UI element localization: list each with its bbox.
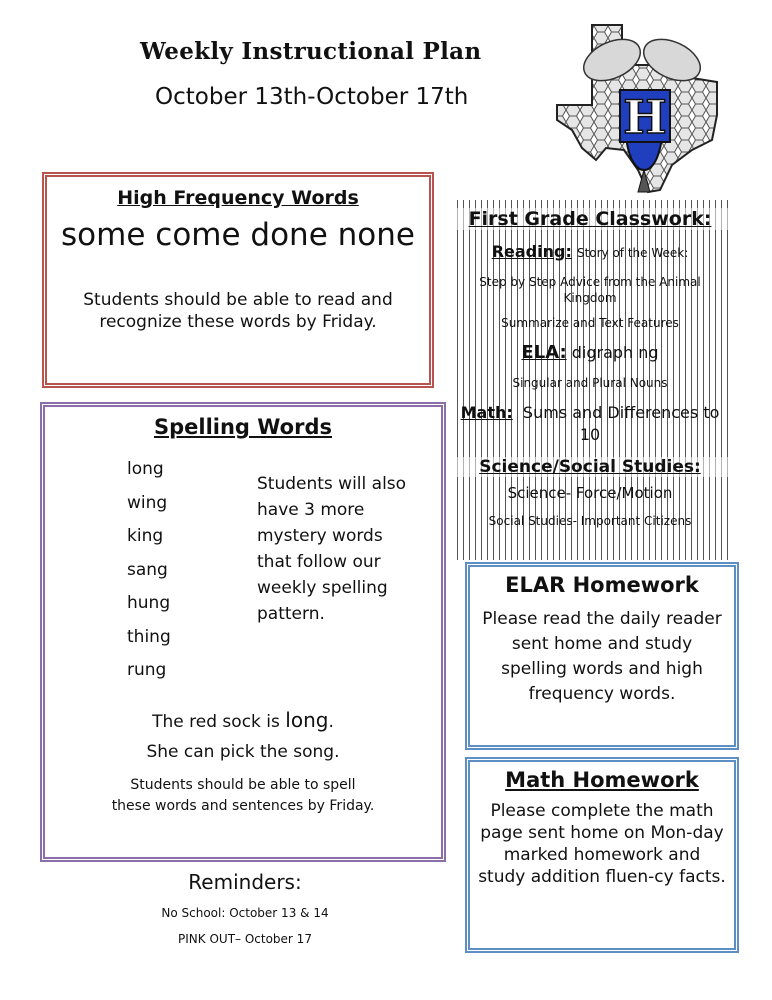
hornet-texas-logo [552, 20, 722, 195]
math-text: Sums and Differences to 10 [522, 403, 720, 444]
spelling-title: Spelling Words [153, 415, 333, 439]
spelling-words-box [40, 402, 446, 862]
spelling-word: sang [127, 559, 168, 580]
classwork-math [452, 402, 728, 446]
math-label: Math: [460, 403, 513, 422]
elar-homework-box [465, 562, 739, 750]
reading-label: Reading: [491, 242, 572, 261]
spelling-word: thing [127, 626, 171, 647]
reminder-item: PINK OUT– October 17 [178, 932, 312, 946]
spelling-footer-line: these words and sentences by Friday. [111, 798, 375, 814]
social-studies-line: Social Studies- Important Citizens [488, 514, 692, 528]
spelling-word: hung [127, 593, 171, 613]
ela-skill: Singular and Plural Nouns [512, 376, 668, 390]
spelling-word: wing [127, 492, 168, 513]
reading-skill: Summarize and Text Features [501, 316, 679, 330]
science-line: Science- Force/Motion [507, 484, 673, 502]
classwork-title: First Grade Classwork: [452, 208, 728, 230]
high-frequency-title: High Frequency Words [117, 187, 359, 209]
mystery-words-note: Students will also have 3 more mystery words that follow our weekly spelling pattern. [257, 474, 407, 624]
week-dates: October 13th-October 17th [155, 84, 469, 110]
svg-text:H: H [623, 90, 667, 144]
math-homework-title: Math Homework [505, 768, 699, 792]
ela-text: digraph ng [571, 343, 659, 362]
reading-story: Step by Step Advice from the Animal Kingdom [479, 275, 701, 305]
classwork-reading [452, 242, 728, 261]
spelling-footer-line: Students should be able to spell [130, 777, 356, 793]
spelling-word: king [127, 526, 164, 546]
first-grade-classwork-box [452, 200, 728, 560]
math-homework-box [465, 757, 739, 953]
elar-homework-text: Please read the daily reader sent home and study spelling words and high frequency words. [482, 609, 722, 704]
high-frequency-note-line: recognize these words by Friday. [99, 312, 377, 332]
sentence-spelling-word: long [285, 708, 329, 732]
dictation-sentence-2: She can pick the song. [146, 742, 340, 762]
high-frequency-note-line: Students should be able to read and [83, 290, 393, 310]
spelling-word: rung [127, 660, 167, 680]
dictation-sentences [45, 705, 441, 767]
sentence-period: . [328, 712, 334, 732]
math-homework-text: Please complete the math page sent home on Mon-day marked homework and study addition fluen-cy facts. [478, 801, 726, 887]
high-frequency-words-box [42, 172, 434, 388]
high-frequency-note [47, 289, 429, 333]
elar-homework-title: ELAR Homework [505, 573, 699, 597]
ela-label: ELA: [521, 342, 567, 363]
classwork-ela [452, 342, 728, 363]
spelling-footer-note [45, 775, 441, 817]
spelling-word-list [127, 459, 171, 694]
reading-text: Story of the Week: [576, 246, 689, 260]
sentence-text: The red sock is [152, 712, 286, 732]
reminders-title: Reminders: [188, 870, 302, 894]
page-title: Weekly Instructional Plan [140, 38, 482, 65]
reminder-item: No School: October 13 & 14 [161, 906, 329, 920]
spelling-word: long [127, 459, 164, 479]
high-frequency-words: some come done none [61, 217, 415, 253]
science-title: Science/Social Studies: [452, 457, 728, 477]
dictation-sentence-1 [45, 705, 441, 737]
